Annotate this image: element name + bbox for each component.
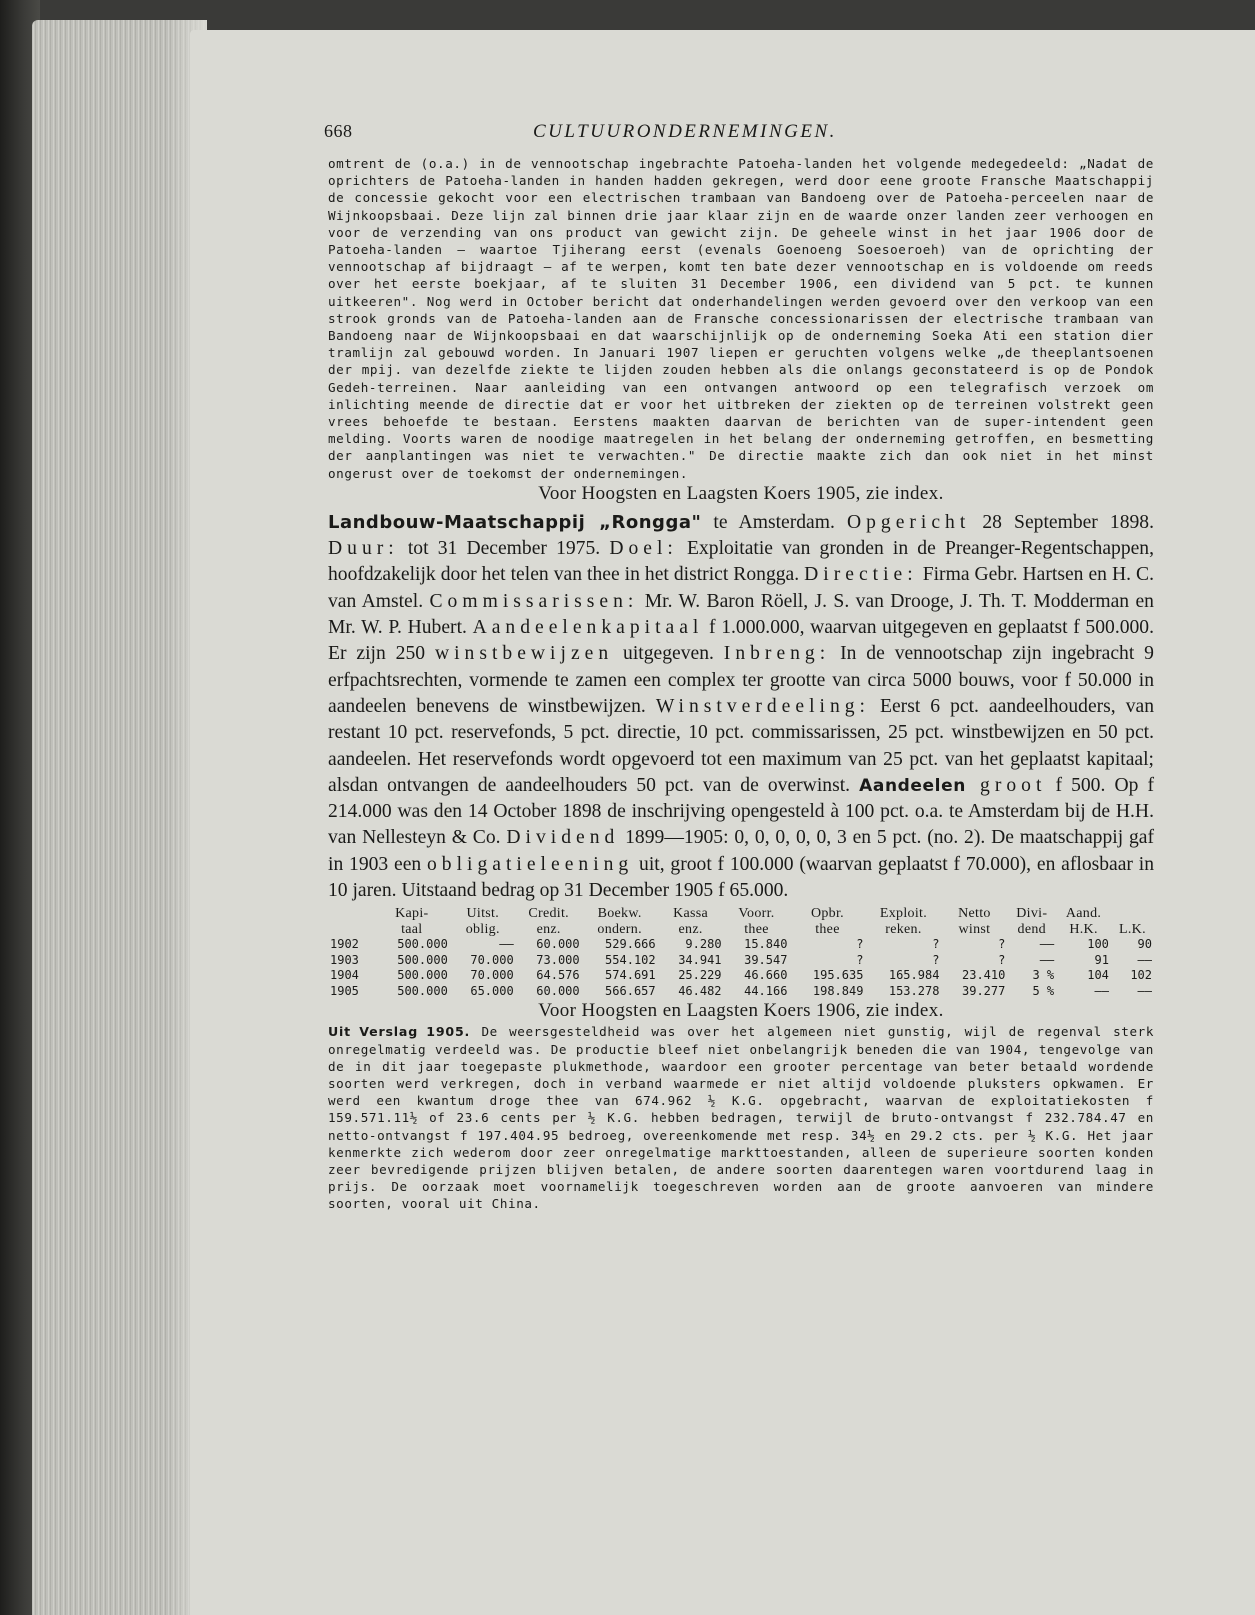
page-number: 668 [324, 121, 353, 141]
table-cell: 5 % [1032, 983, 1055, 998]
table-header-cell: Divi- [1016, 906, 1048, 922]
table-cell: 500.000 [397, 937, 448, 952]
table-header-cell: thee [815, 921, 840, 937]
table-cell: ? [998, 952, 1006, 967]
kapitaal-label: Aandeelenkapitaal [472, 617, 704, 639]
table-cell: 102 [1130, 968, 1152, 983]
report-label: Uit Verslag 1905. [328, 1024, 471, 1040]
table-cell: —— [1137, 983, 1152, 998]
doel-label: Doel: [609, 538, 678, 560]
table-cell: 44.166 [744, 983, 788, 998]
report-text: De weersgesteldheid was over het algemeen niet gunstig, wijl de regenval sterk onregelmatig verdeeld was. De productie bleef niet onbelangrijk beneden die van 1904, tengevolge van de in dit jaar toegepaste plukmethode, waardoor een grooter percentage van beter betaald wordende soorten werd verkregen, doch in verband waarmede er niet altijd voldoende pluksters opkwamen. Er werd een kwantum droge thee van 674.962 ½ K.G. opgebracht, waarvan de exploitatiekosten f 159.571.11½ of 23.6 cents per ½ K.G. hebben bedragen, terwijl de bruto-ontvangst f 232.784.47 en netto-ontvangst f 197.404.95 bedroeg, overeenkomende met resp. 34½ en 29.2 cts. per ½ K.G. Het jaar kenmerkte zich wederom door zeer onregelmatige markttoestanden, alleen de superieure soorten konden zeer bevredigende prijzen blijven betalen, de andere soorten daarentegen waren voortdurend laag in prijs. De oorzaak moet voornamelijk toegeschreven worden aan de groote aanvoeren van mindere soorten, vooral uit China. [328, 1024, 1154, 1212]
table-header-cell: oblig. [465, 921, 500, 937]
doel-value: Exploitatie van gronden in de Preanger-Regentschappen, hoofdzakelijk door het telen van thee in het district Rongga. [328, 538, 1155, 586]
duur-label: Duur: [328, 538, 399, 560]
table-header-cell: Uitst. [466, 906, 500, 922]
table-cell: 100 [1087, 937, 1109, 952]
table-header-cell: Exploit. [879, 906, 927, 922]
table-cell: 70.000 [470, 952, 514, 967]
winstbewijzen-value: uitgegeven. [613, 643, 724, 665]
table-cell: 9.280 [685, 937, 722, 952]
table-header-cell: ondern. [597, 921, 642, 937]
table-cell: 60.000 [536, 983, 580, 998]
intro-paragraph: omtrent de (o.a.) in de vennootschap ingebrachte Patoeha-landen het volgende medegedeeld: „Nadat de oprichters de Patoeha-landen in handen hadden gekregen, werd door eene groote Fransche Maatschappij de concessie gekocht voor een electrischen trambaan van Bandoeng over de Patoeha-perceelen naar de Wijnkoopsbaai. Deze lijn zal binnen drie jaar klaar zijn en de waarde onzer landen zeer verhoogen en voor de verzending van ons product van gewicht zijn. De geheele winst in het jaar 1906 door de Patoeha-landen — waartoe Tjiherang eerst (evenals Goenoeng Soesoeroeh) van de oprichting der vennootschap af bijdraagt — af te werpen, komt ten bate dezer vennootschap en is voldoende om reeds over het eerste boekjaar, af te sluiten 31 December 1906, een dividend van 5 pct. te kunnen uitkeeren". Nog werd in October bericht dat onderhandelingen werden gevoerd over den verkoop van een strook gronds van de Patoeha-landen aan de Fransche concessionarissen der electrische trambaan van Bandoeng naar de Wijnkoopsbaai en dat waarschijnlijk op de onderneming Soeka Ati een station dier tramlijn zal gebouwd worden. In Januari 1907 liepen er geruchten volgens welke „de theeplantsoenen der mpij. van dezelfde ziekte te lijden zouden hebben als die onlangs geconstateerd is op de Pondok Gedeh-terreinen. Naar aanleiding van een ontvangen antwoord op een telegrafisch verzoek om inlichting meende de directie dat er voor het uitbreken der ziekten op de terreinen volstrekt geen vrees behoefde te bestaan. Eerstens maakten daarvan de berichten van de super-intendent geen melding. Voorts waren de noodige maatregelen in het belang der onderneming getroffen, en besmetting der aanplantingen was niet te verwachten." De directie maakte zich dan ook niet in het minst ongerust over de toekomst der ondernemingen. [328, 156, 1154, 481]
table-cell: 90 [1137, 937, 1152, 952]
report-paragraph [328, 1023, 1154, 1212]
table-cell: —— [1039, 952, 1055, 967]
obligatie-value: uit, groot f 100.000 (waarvan geplaatst f 70.000), en aflosbaar in 10 jaren. Uitstaand bedrag op 31 December 1905 f 65.000. [328, 853, 1154, 902]
table-cell: 500.000 [397, 952, 448, 967]
table-cell: 153.278 [888, 983, 940, 998]
book-page [190, 30, 1255, 1615]
financial-table [328, 906, 1154, 999]
table-cell: 574.691 [605, 968, 656, 983]
table-header-cell: H.K. [1069, 921, 1098, 937]
page-content [324, 115, 1155, 1213]
table-cell: ? [856, 937, 864, 952]
table-header-cell: Kassa [673, 906, 709, 922]
table-cell: 198.849 [812, 983, 864, 998]
table-cell: 529.666 [605, 937, 656, 952]
groot-label: groot [965, 774, 1047, 796]
table-cell: 39.547 [744, 952, 788, 967]
table-row [328, 953, 1154, 969]
table-cell: —— [499, 937, 514, 952]
aandeelen-value: f 500. Op f 214.000 was den 14 October 1898 de inschrijving opengesteld à 100 pct. o.a. te Amsterdam bij de H.H. van Nellesteyn & Co. [328, 774, 1154, 849]
index-note-1906: Voor Hoogsten en Laagsten Koers 1906, zie index. [538, 1000, 944, 1022]
table-header-cell: Aand. [1065, 906, 1102, 922]
table-cell: 34.941 [678, 952, 722, 967]
table-header-cell: reken. [885, 921, 922, 937]
table-row [328, 937, 1154, 953]
table-cell: 25.229 [678, 968, 722, 983]
table-cell: 3 % [1032, 968, 1055, 983]
duur-value: tot 31 December 1975. [398, 538, 610, 560]
table-header-cell: L.K. [1119, 921, 1146, 937]
table-row [328, 984, 1154, 1000]
table-header-cell: Opbr. [810, 906, 844, 922]
winstverdeeling-label: Winstverdeeling: [655, 695, 870, 717]
table-header-cell: taal [401, 921, 423, 937]
table-header-cell: thee [744, 921, 769, 937]
company-name: Landbouw-Maatschappij „Rongga" [328, 511, 702, 533]
table-cell: —— [1039, 937, 1055, 952]
inbreng-value: In de vennootschap zijn ingebracht 9 erfpachtsrechten, vormende te zamen een complex ter grootte van circa 5000 bouws, voor f 50.000 in aandeelen benevens de winstbewijzen. [328, 643, 1154, 717]
winstbewijzen-label: winstbewijzen [434, 643, 614, 665]
directie-label: Directie: [804, 564, 918, 586]
table-cell: 15.840 [744, 937, 788, 952]
table-cell: 64.576 [536, 968, 580, 983]
table-cell-year: 1902 [330, 937, 359, 952]
table-cell: 60.000 [536, 937, 580, 952]
running-title: CULTUURONDERNEMINGEN. [533, 121, 837, 142]
table-cell: ? [932, 937, 940, 952]
table-header-cell [328, 906, 374, 922]
table-header-cell [328, 922, 374, 938]
inbreng-label: Inbreng: [723, 643, 831, 665]
table-cell: ? [856, 952, 864, 967]
table-header-cell: Netto [958, 906, 991, 922]
table-cell: —— [1137, 952, 1152, 967]
page-header [324, 115, 1154, 155]
opgericht-value: 28 September 1898. [970, 511, 1154, 533]
table-cell: ? [998, 937, 1006, 952]
table-cell: 39.277 [962, 983, 1006, 998]
kapitaal-value: f 1.000.000, waarvan uitgegeven en geplaatst f 500.000. Er zijn 250 [328, 617, 1155, 665]
dividend-value: 1899—1905: 0, 0, 0, 0, 0, 3 en 5 pct. (no. 2). De maatschappij gaf in 1903 een [328, 827, 1154, 875]
page-edges [32, 20, 207, 1615]
table-cell: 554.102 [605, 952, 656, 967]
commissarissen-value: Mr. W. Baron Röell, J. S. van Drooge, J. Th. T. Modderman en Mr. W. P. Hubert. [328, 590, 1154, 639]
table-header-cell: enz. [536, 921, 561, 937]
table-header-cell: enz. [678, 921, 703, 937]
table-row [328, 968, 1154, 984]
table-cell: 70.000 [470, 968, 514, 983]
table-cell: 65.000 [470, 983, 514, 998]
aandeelen-label: Aandeelen [859, 775, 966, 796]
table-cell: ? [932, 952, 940, 967]
table-header-cell: Voorr. [738, 906, 775, 922]
table-header-cell: winst [958, 921, 991, 937]
table-cell: 104 [1087, 968, 1109, 983]
company-entry [328, 510, 1154, 904]
table-cell: 91 [1094, 952, 1109, 967]
index-note-1905: Voor Hoogsten en Laagsten Koers 1905, zie index. [538, 482, 944, 504]
table-cell-year: 1903 [330, 952, 359, 967]
table-cell-year: 1904 [330, 968, 359, 983]
company-location: te Amsterdam. [701, 511, 847, 533]
table-header-cell: dend [1017, 921, 1046, 937]
obligatie-label: obligatieleening [427, 853, 634, 875]
table-cell: 500.000 [397, 968, 448, 983]
directie-value: Firma Gebr. Hartsen en H. C. van Amstel. [328, 564, 1155, 612]
table-header-cell: Kapi- [395, 906, 429, 922]
table-cell: 46.660 [744, 968, 788, 983]
table-cell-year: 1905 [330, 983, 359, 998]
table-cell: 73.000 [536, 952, 580, 967]
table-header-row-bottom [328, 922, 1154, 938]
table-header-row-top [328, 906, 1154, 922]
dividend-label: Dividend [506, 827, 620, 849]
opgericht-label: Opgericht [846, 511, 971, 533]
table-header-cell: Credit. [528, 906, 569, 922]
commissarissen-label: Commissarissen: [429, 590, 639, 612]
table-cell: 500.000 [397, 983, 448, 998]
table-cell: —— [1094, 983, 1109, 998]
table-cell: 165.984 [888, 968, 940, 983]
table-cell: 23.410 [962, 968, 1006, 983]
table-cell: 566.657 [605, 983, 656, 998]
winstverdeeling-value: Eerst 6 pct. aandeelhouders, van restant 10 pct. reservefonds, 5 pct. directie, 10 pct. commissarissen, 25 pct. winstbewijzen en 50 pct. aandeelen. Het reservefonds wordt opgevoerd tot een maximum van 25 pct. van het geplaatst kapitaal; alsdan ontvangen de aandeelhouders 50 pct. van de overwinst. [328, 695, 1154, 796]
table-cell: 46.482 [678, 983, 722, 998]
table-header-cell: Boekw. [597, 906, 642, 922]
table-cell: 195.635 [812, 968, 864, 983]
table-header-cell [1111, 906, 1154, 922]
